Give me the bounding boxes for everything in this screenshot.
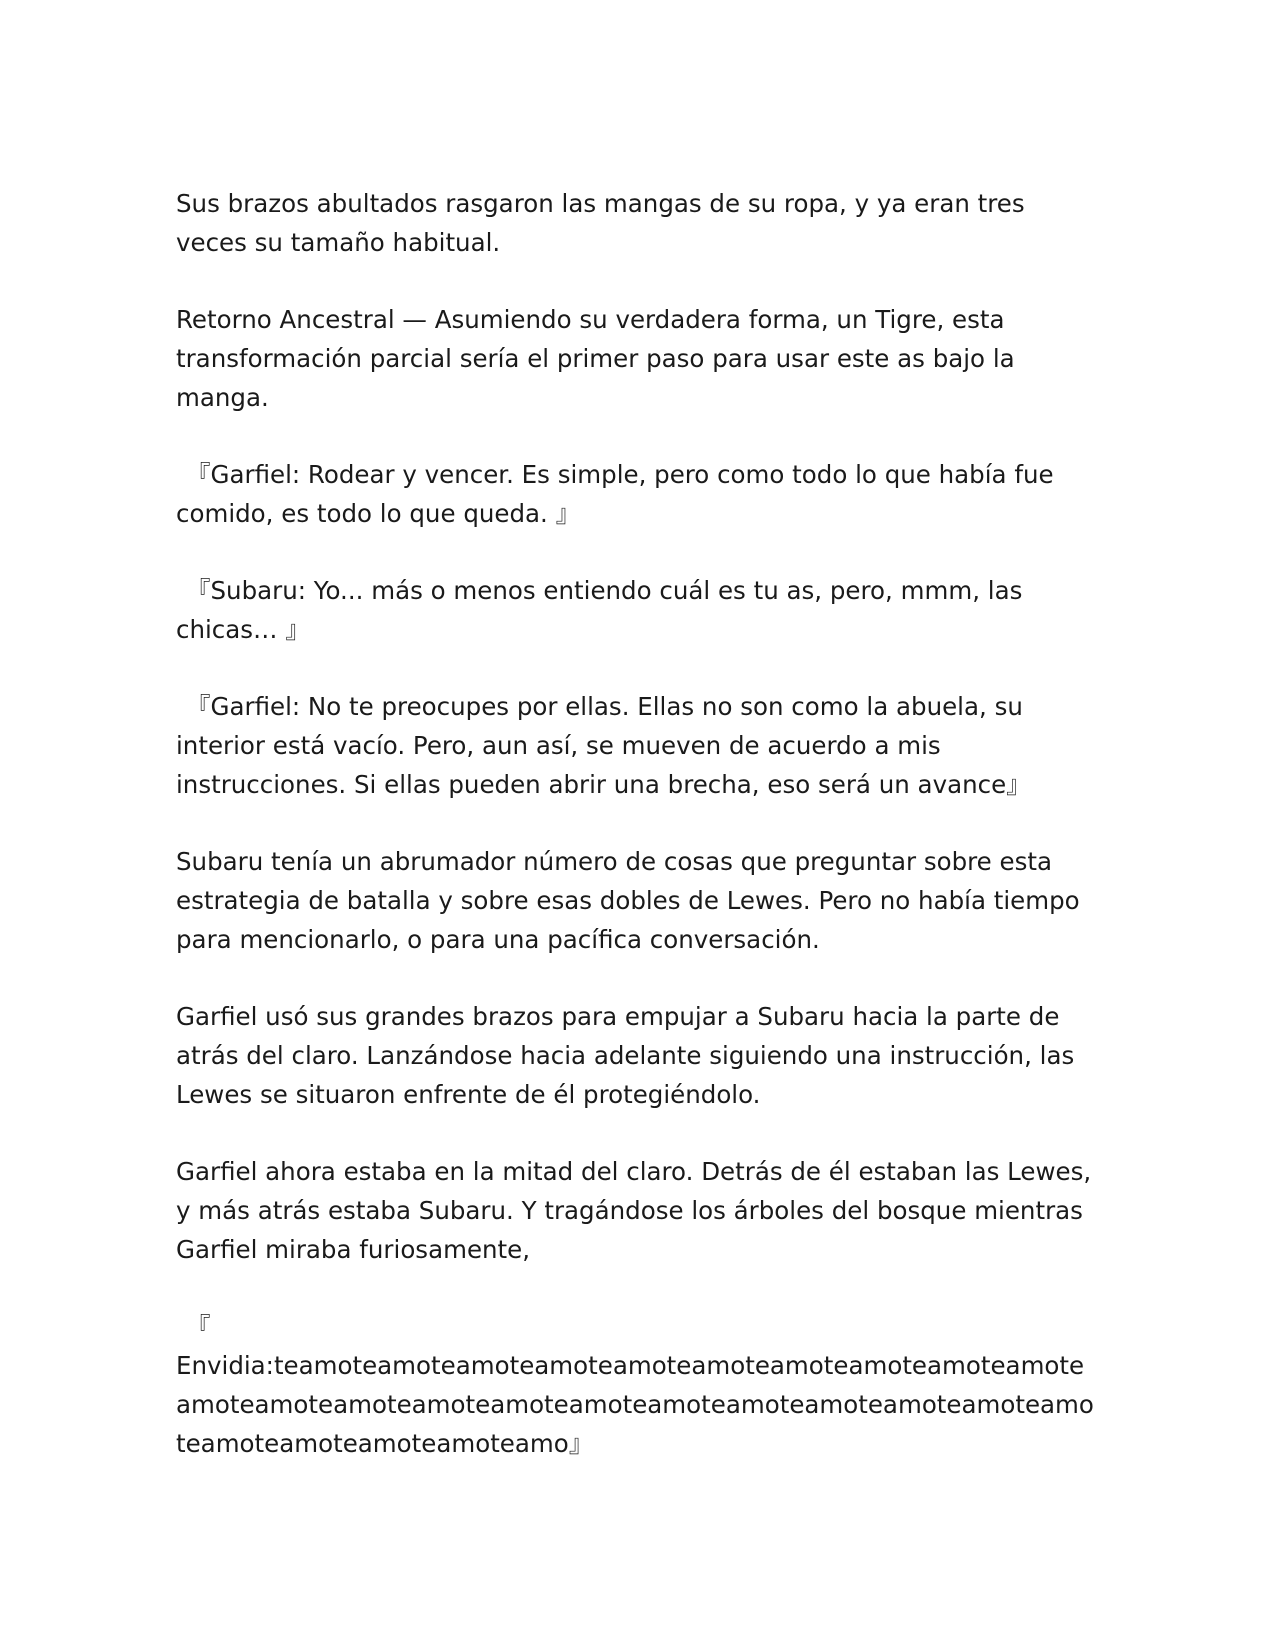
dialogue-envy: 『 Envidia:teamoteamoteamoteamoteamoteamoteamoteamoteamoteamoteamoteamoteamoteamoteamoteamoteamoteamoteamoteamoteamoteamoteamoteamoteamoteamoteamo』 xyxy=(176,1312,1094,1458)
paragraph-ancestral-return: Retorno Ancestral — Asumiendo su verdadera forma, un Tigre, esta transformación parcial sería el primer paso para usar este as bajo la manga. xyxy=(176,305,1015,412)
paragraph-arms: Sus brazos abultados rasgaron las mangas de su ropa, y ya eran tres veces su tamaño habitual. xyxy=(176,189,1025,257)
dialogue-garfiel-surround: 『Garfiel: Rodear y vencer. Es simple, pero como todo lo que había fue comido, es todo lo que queda. 』 xyxy=(176,460,1054,528)
paragraph-clearing-middle: Garfiel ahora estaba en la mitad del claro. Detrás de él estaban las Lewes, y más atrás estaba Subaru. Y tragándose los árboles del bosque mientras Garfiel miraba furiosamente, xyxy=(176,1157,1092,1264)
paragraph-subaru-questions: Subaru tenía un abrumador número de cosas que preguntar sobre esta estrategia de batalla y sobre esas dobles de Lewes. Pero no había tiempo para mencionarlo, o para una pacífica conversación. xyxy=(176,847,1080,954)
document-body xyxy=(176,184,1096,1501)
dialogue-garfiel-empty: 『Garfiel: No te preocupes por ellas. Ellas no son como la abuela, su interior está vacío. Pero, aun así, se mueven de acuerdo a mis instrucciones. Si ellas pueden abrir una brecha, eso será un avance』 xyxy=(176,692,1031,799)
dialogue-subaru-girls: 『Subaru: Yo... más o menos entiendo cuál es tu as, pero, mmm, las chicas… 』 xyxy=(176,576,1023,644)
paragraph-garfiel-push: Garfiel usó sus grandes brazos para empujar a Subaru hacia la parte de atrás del claro. Lanzándose hacia adelante siguiendo una instrucción, las Lewes se situaron enfrente de él protegiéndolo. xyxy=(176,1002,1075,1109)
